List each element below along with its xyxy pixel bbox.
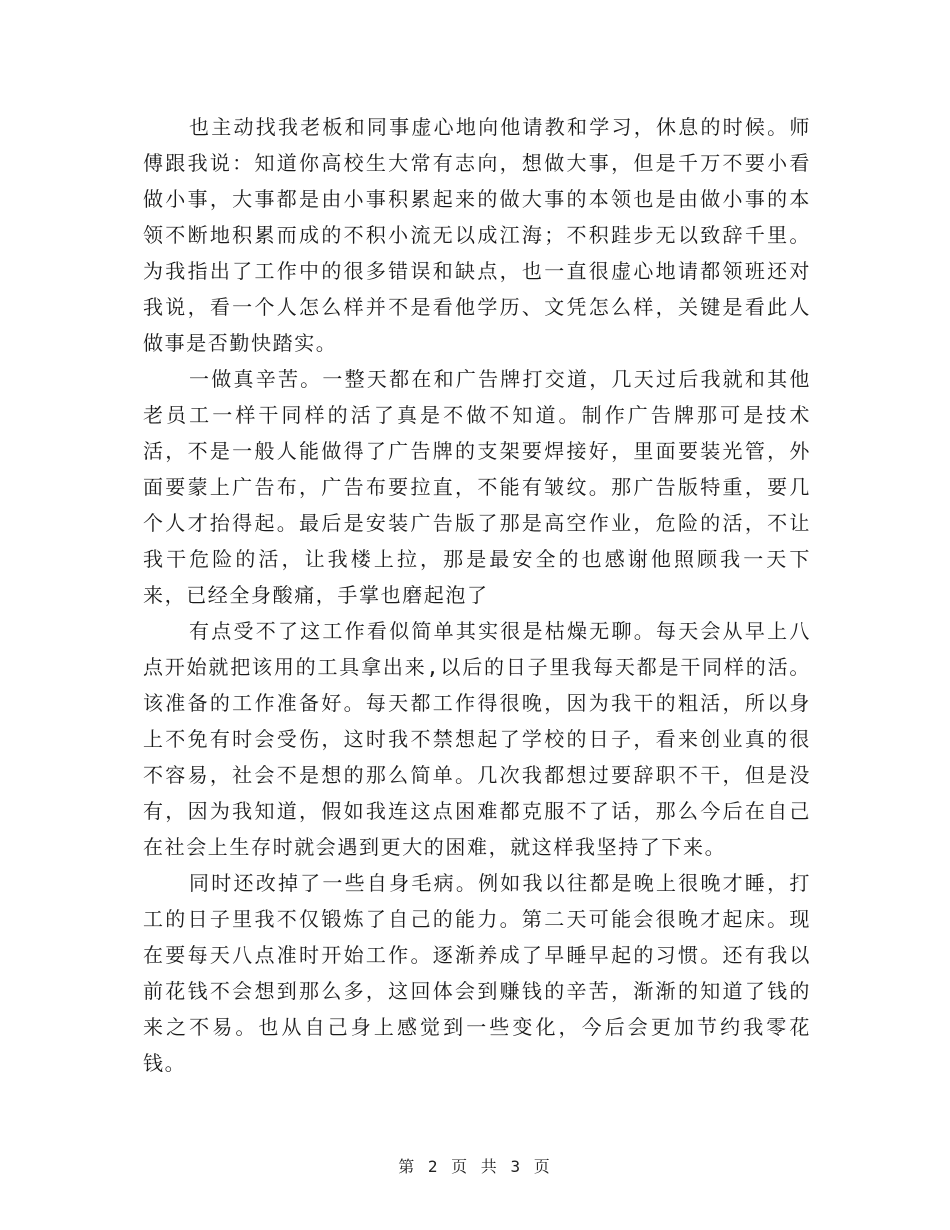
document-body xyxy=(143,109,811,1081)
paragraph-4: 同时还改掉了一些自身毛病。例如我以往都是晚上很晚才睡，打工的日子里我不仅锻炼了自己的能力。第二天可能会很晚才起床。现在要每天八点准时开始工作。逐渐养成了早睡早起的习惯。还有我以前花钱不会想到那么多，这回体会到赚钱的辛苦，渐渐的知道了钱的来之不易。也从自己身上感觉到一些变化，今后会更加节约我零花钱。 xyxy=(143,871,811,1075)
footer-suffix: 页 xyxy=(533,1157,552,1176)
footer-middle: 页 共 xyxy=(451,1157,499,1176)
footer-prefix: 第 xyxy=(398,1157,417,1176)
page-footer xyxy=(0,1154,950,1177)
footer-current-page: 2 xyxy=(427,1157,440,1176)
paragraph-1: 也主动找我老板和同事虚心地向他请教和学习，休息的时候。师傅跟我说：知道你高校生大常有志向，想做大事，但是千万不要小看做小事，大事都是由小事积累起来的做大事的本领也是由做小事的本领不断地积累而成的不积小流无以成江海；不积跬步无以致辞千里。为我指出了工作中的很多错误和缺点，也一直很虚心地请都领班还对我说，看一个人怎么样并不是看他学历、文凭怎么样，关键是看此人做事是否勤快踏实。 xyxy=(143,115,811,355)
footer-total-pages: 3 xyxy=(510,1157,523,1176)
paragraph-3: 有点受不了这工作看似简单其实很是枯燥无聊。每天会从早上八点开始就把该用的工具拿出来,以后的日子里我每天都是干同样的活。该准备的工作准备好。每天都工作得很晚，因为我干的粗活，所以身上不免有时会受伤，这时我不禁想起了学校的日子，看来创业真的很不容易，社会不是想的那么简单。几次我都想过要辞职不干，但是没有，因为我知道，假如我连这点困难都克服不了话，那么今后在自己在社会上生存时就会遇到更大的困难，就这样我坚持了下来。 xyxy=(143,619,811,859)
paragraph-2: 一做真辛苦。一整天都在和广告牌打交道，几天过后我就和其他老员工一样干同样的活了真是不做不知道。制作广告牌那可是技术活，不是一般人能做得了广告牌的支架要焊接好，里面要装光管，外面要蒙上广告布，广告布要拉直，不能有皱纹。那广告版特重，要几个人才抬得起。最后是安装广告版了那是高空作业，危险的活，不让我干危险的活，让我楼上拉，那是最安全的也感谢他照顾我一天下来，已经全身酸痛，手掌也磨起泡了 xyxy=(143,367,811,607)
